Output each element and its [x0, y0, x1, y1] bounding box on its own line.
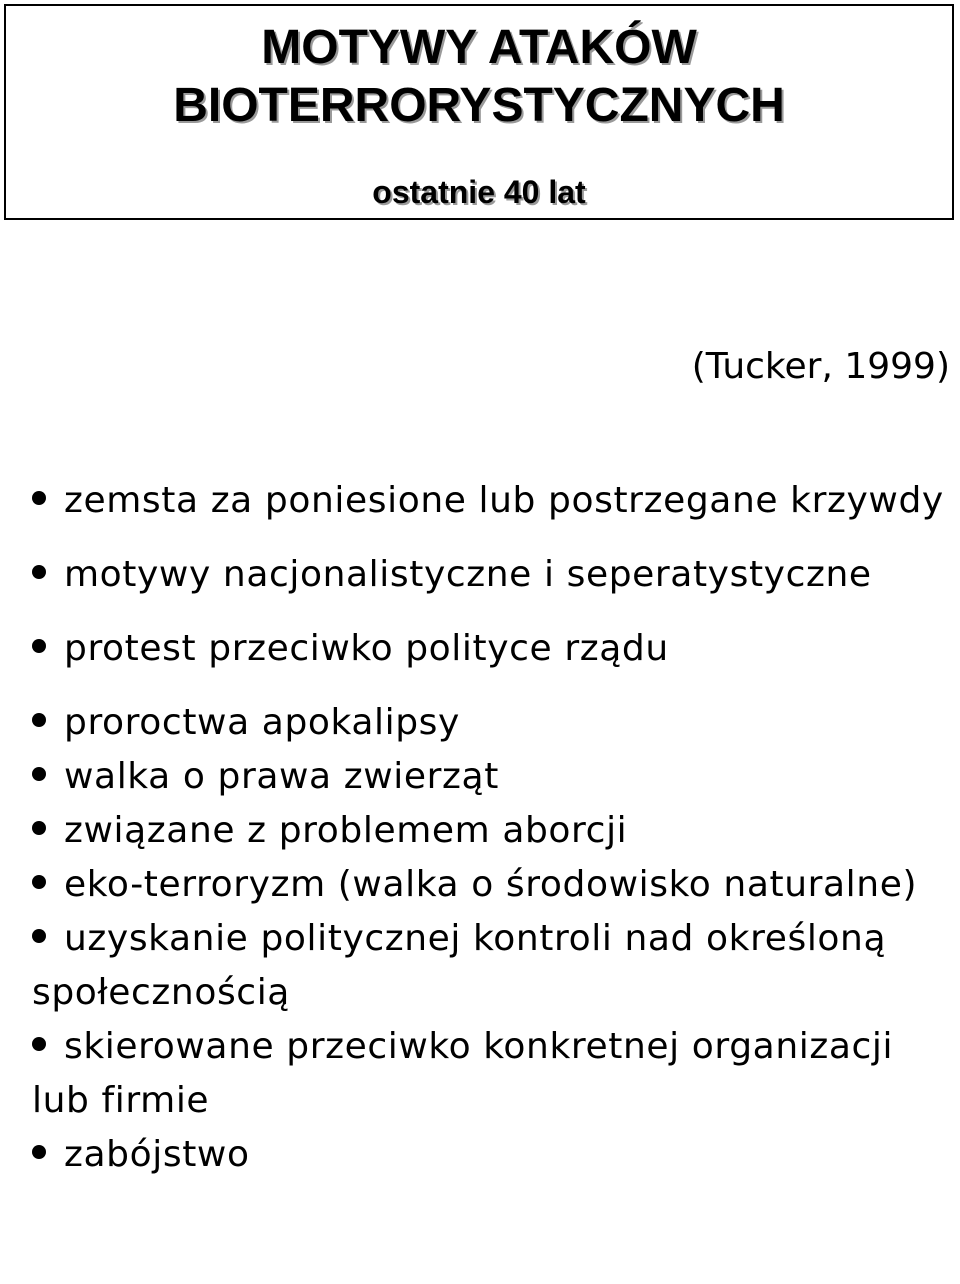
list-item	[32, 804, 952, 858]
citation: (Tucker, 1999)	[691, 346, 950, 387]
bullet-icon	[32, 821, 46, 835]
bullet-icon	[32, 1145, 46, 1159]
page-title-line-2: BIOTERRORYSTYCZNYCH	[173, 79, 785, 132]
bullet-icon	[32, 1037, 46, 1051]
bullet-icon	[32, 929, 46, 943]
list-item	[32, 622, 952, 676]
bullet-icon	[32, 639, 46, 653]
list-item-text: związane z problemem aborcji	[64, 810, 628, 851]
list-item-text: uzyskanie politycznej kontroli nad określoną społecznością	[32, 918, 887, 1013]
bullet-icon	[32, 565, 46, 579]
list-item	[32, 912, 952, 1020]
page-subtitle: ostatnie 40 lat	[372, 174, 586, 210]
list-item-text: eko-terroryzm (walka o środowisko naturalne)	[64, 864, 918, 905]
bullet-icon	[32, 875, 46, 889]
list-item-text: protest przeciwko polityce rządu	[64, 628, 669, 669]
list-item	[32, 696, 952, 750]
list-item	[32, 750, 952, 804]
list-item-text: motywy nacjonalistyczne i seperatystyczne	[64, 554, 872, 595]
list-item-text: skierowane przeciwko konkretnej organizacji lub firmie	[32, 1026, 894, 1121]
page-title-line-1: MOTYWY ATAKÓW	[261, 21, 697, 74]
title-box	[4, 4, 954, 220]
list-item	[32, 858, 952, 912]
list-item	[32, 474, 952, 528]
list-item	[32, 548, 952, 602]
list-item-text: walka o prawa zwierząt	[64, 756, 499, 797]
list-item	[32, 1020, 952, 1128]
bullet-icon	[32, 767, 46, 781]
list-item-text: zemsta za poniesione lub postrzegane krzywdy	[64, 480, 944, 521]
list-item	[32, 1128, 952, 1182]
bullet-icon	[32, 713, 46, 727]
list-item-text: proroctwa apokalipsy	[64, 702, 460, 743]
bullet-icon	[32, 491, 46, 505]
list-item-text: zabójstwo	[64, 1134, 250, 1175]
motives-list	[32, 474, 952, 1182]
